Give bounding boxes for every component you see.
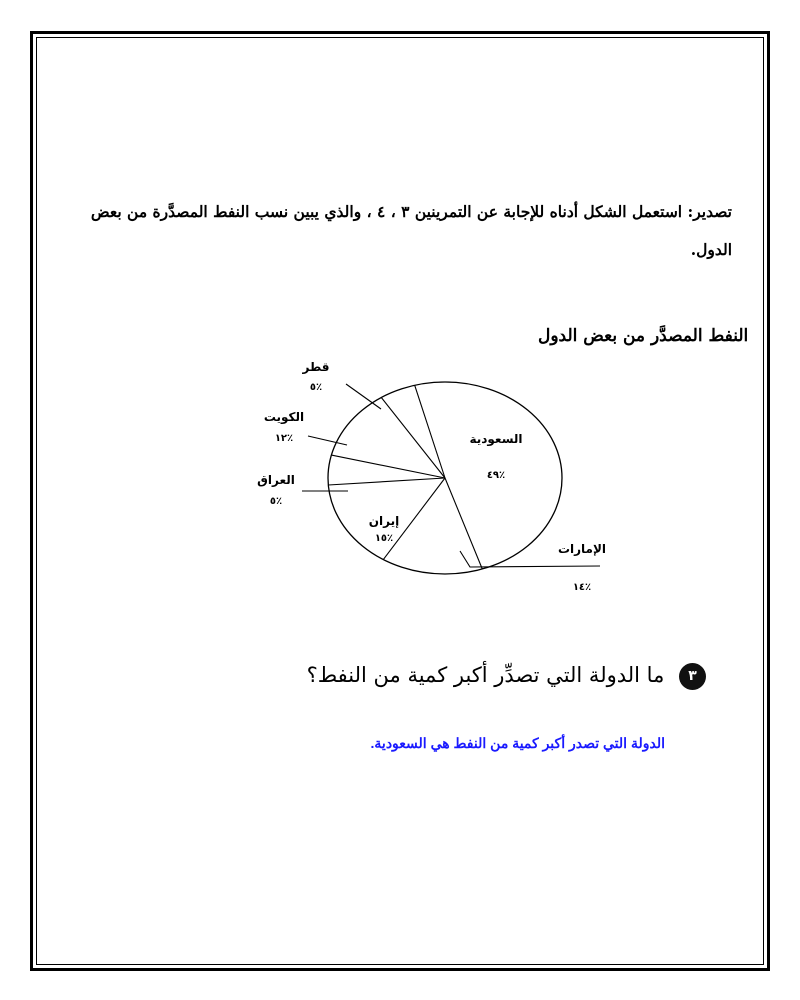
question-text: ما الدولة التي تصدِّر أكبر كمية من النفط؟ — [306, 663, 665, 687]
question-3 — [300, 655, 706, 695]
slice-label-iraq: العراق — [257, 473, 295, 487]
slice-value-uae: ١٤٪ — [572, 582, 592, 593]
slice-value-kuwait: ١٢٪ — [274, 433, 294, 444]
slice-label-saudi: السعودية — [469, 432, 523, 446]
question-number-badge: ٣ — [679, 663, 706, 690]
slice-label-qatar: قطر — [302, 360, 330, 374]
slice-value-iraq: ٥٪ — [269, 496, 283, 507]
chart-title: النفط المصدَّر من بعض الدول — [538, 326, 749, 346]
slice-label-uae: الإمارات — [557, 542, 607, 556]
slice-value-qatar: ٥٪ — [309, 382, 323, 393]
slice-label-iran: إيران — [368, 514, 400, 528]
answer-text: الدولة التي تصدر أكبر كمية من النفط هي السعودية. — [370, 735, 665, 751]
leader-line-qatar — [346, 384, 381, 409]
intro-paragraph: تصدير: استعمل الشكل أدناه للإجابة عن التمرينين ٣ ، ٤ ، والذي يبين نسب النفط المصدَّرة من بعض الدول. — [90, 202, 732, 259]
slice-value-iran: ١٥٪ — [374, 533, 394, 544]
slice-value-saudi: ٤٩٪ — [486, 470, 506, 481]
slice-label-kuwait: الكويت — [263, 410, 305, 424]
